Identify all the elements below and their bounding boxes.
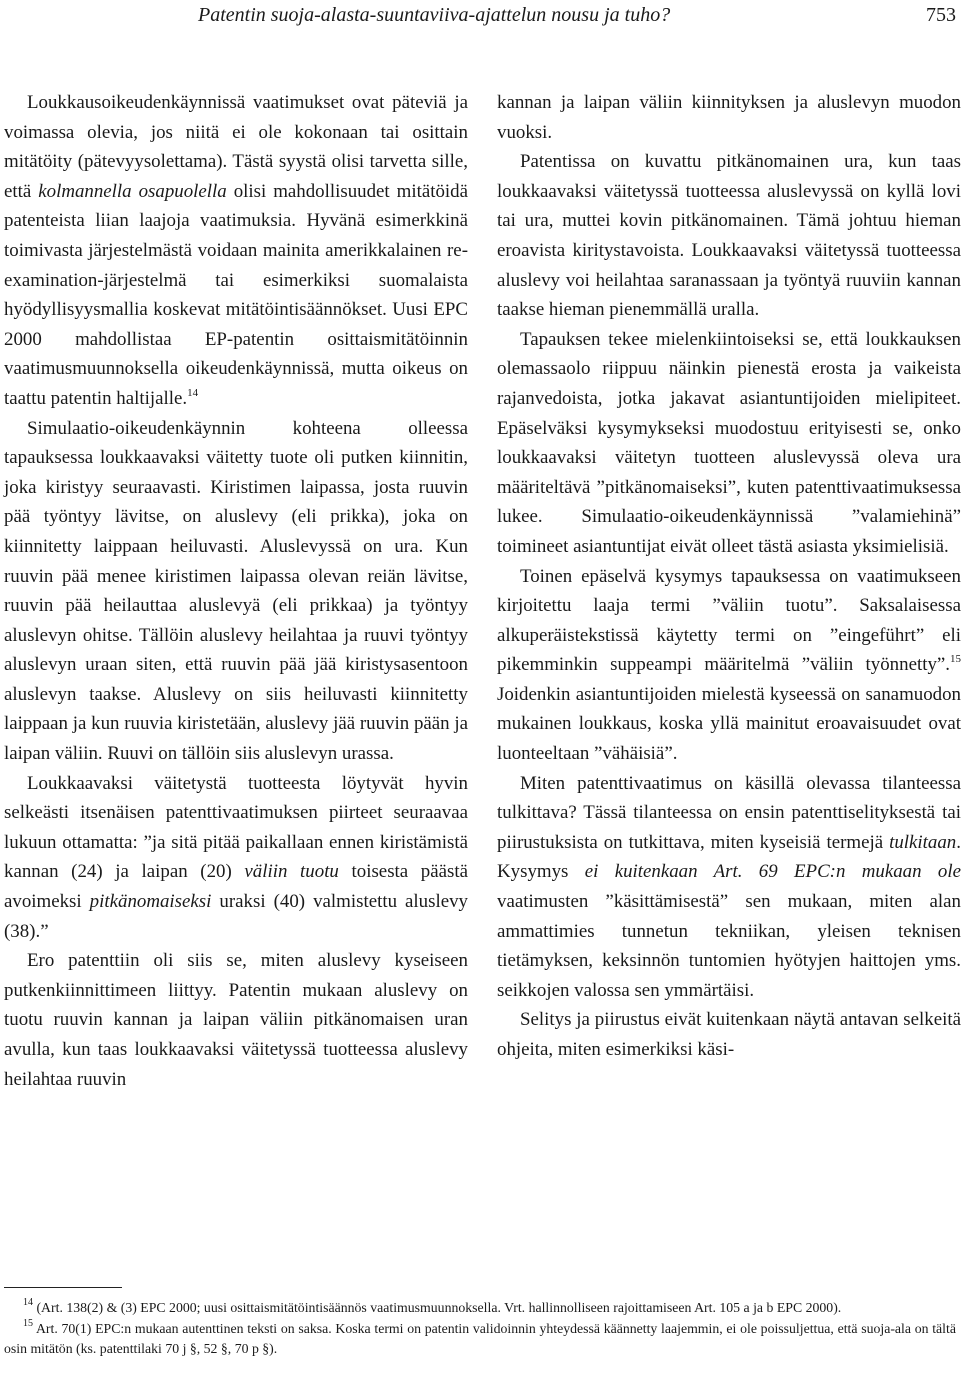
footnote-ref[interactable]: 14	[187, 386, 199, 399]
left-column	[4, 88, 468, 1094]
paragraph: Loukkaavaksi väitetystä tuotteesta löytyvät hyvin selkeästi itsenäisen patenttivaatimuksen piirteet seuraavaa lukuun ottamatta: ”ja sitä pitää paikallaan ennen kiristämistä kannan (24) ja laipan (20) väliin tuotu toisesta päästä avoimeksi pitkänomaiseksi uraksi (40) valmistettu aluslevy (38).”	[4, 772, 468, 942]
paragraph: Selitys ja piirustus eivät kuitenkaan näytä antavan selkeitä ohjeita, miten esimerkiksi käsi-	[497, 1009, 961, 1060]
footnote-number: 15	[23, 1317, 33, 1329]
paragraph: Patentissa on kuvattu pitkänomainen ura, kun taas loukkaavaksi väitetyssä tuotteessa aluslevyssä on kyllä lovi tai ura, muttei kovin pitkänomainen. Tämä johtuu hieman eroavista kiritystavoista. Loukkaavaksi väitetyssä tuotteessa aluslevy voi heilahtaa saranassaan ja työntyä ruuviin kannan taakse hieman pienemmällä uralla.	[497, 151, 961, 321]
footnote-ref[interactable]: 15	[950, 652, 961, 665]
footnote-number: 14	[23, 1297, 33, 1309]
running-header	[0, 3, 960, 31]
footnote: $^{15}$ Art. 70(1) EPC:n mukaan autenttinen teksti on saksa. Koska termi on patentin validoinnin yhteydessä käännetty laajemmin, ei ole poissuljettua, että suoja-ala on tältä osin mitätön (ks. patenttilaki 70 j §, 52 §, 70 p §).	[4, 1317, 956, 1356]
footnote: $^{14}$ (Art. 138(2) & (3) EPC 2000; uusi osittaismitätöintisäännös vaatimusmuunnoksella. Vrt. hallinnolliseen rajoittamiseen Art. 105 a ja b EPC 2000).	[23, 1297, 842, 1315]
running-title: Patentin suoja-alasta-suuntaviiva-ajattelun nousu ja tuho?	[198, 4, 671, 26]
paragraph: Loukkausoikeudenkäynnissä vaatimukset ovat päteviä ja voimassa olevia, jos niitä ei ole kokonaan tai osittain mitätöity (pätevyysolettama). Tästä syystä olisi tarvetta sille, että kolmannella osapuolella olisi mahdollisuudet mitätöidä patenteista liian laajoja vaatimuksia. Hyvänä esimerkkinä toimivasta järjestelmästä voidaan mainita amerikkalainen re-examination-järjestelmä tai esimerkiksi suomalaista hyödyllisyysmallia koskevat mitätöintisäännökset. Uusi EPC 2000 mahdollistaa EP-patentin osittaismitätöinnin vaatimusmuunnoksella oikeudenkäynnissä, mutta oikeus on taattu patentin haltijalle.$^{14}$	[4, 92, 468, 409]
paragraph: Ero patenttiin oli siis se, miten aluslevy kyseiseen putkenkiinnittimeen liittyy. Patentin mukaan aluslevy on tuotu ruuvin kannan ja laipan väliin pitkänomaisen uran avulla, kun taas loukkaavaksi väitetyssä tuotteessa aluslevy heilahtaa ruuvin	[4, 950, 468, 1090]
paragraph: kannan ja laipan väliin kiinnityksen ja aluslevyn muodon vuoksi.	[497, 92, 961, 143]
paragraph: Tapauksen tekee mielenkiintoiseksi se, että loukkauksen olemassaolo riippuu näinkin pienestä erosta ja vaikeista rajanvedoista, jotka jakavat asiantuntijoiden mielipiteet. Epäselväksi kysymykseksi muodostuu erityisesti se, onko loukkaavaksi väitetyn tuotteen aluslevyssä oleva ura määriteltävä ”pitkänomaiseksi”, kuten patenttivaatimuksessa lukee. Simulaatio-oikeudenkäynnissä ”valamiehinä” toimineet asiantuntijat eivät olleet tästä asiasta yksimielisiä.	[497, 328, 961, 557]
paragraph: Toinen epäselvä kysymys tapauksessa on vaatimukseen kirjoitettu laaja termi ”väliin tuotu”. Saksalaisessa alkuperäistekstissä käytetty termi on ”eingeführt” eli pikemminkin suppeampi määritelmä ”väliin työnnetty”.$^{15}$ Joidenkin asiantuntijoiden mielestä kyseessä on sanamuodon mukainen loukkaus, koska yllä mainitut eroavaisuudet ovat luonteeltaan ”vähäisiä”.	[497, 565, 961, 765]
footnote-divider	[4, 1287, 122, 1288]
paragraph: Simulaatio-oikeudenkäynnin kohteena olleessa tapauksessa loukkaavaksi väitetty tuote oli putken kiinnitin, joka kiristyy seuraavasti. Kiristimen laipassa, josta ruuvin pää työntyy lävitse, on aluslevy (eli prikka), joka on kiinnitetty laippaan heiluvasti. Aluslevyssä on ura. Kun ruuvin pää menee kiristimen laipassa olevan reiän lävitse, ruuvin pää heilauttaa aluslevyä (eli prikkaa) ja työntyy aluslevyn ohitse. Tällöin aluslevy heilahtaa ja ruuvi työntyy aluslevyn uraan siten, että ruuvin pää jää kiristysasentoon aluslevyn taakse. Aluslevy on siis heiluvasti kiinnitetty laippaan ja kun ruuvia kiristetään, aluslevy jää ruuvin pään ja laipan väliin. Ruuvi on tällöin siis aluslevyn urassa.	[4, 417, 468, 765]
right-column	[497, 88, 961, 1065]
paragraph: Miten patenttivaatimus on käsillä olevassa tilanteessa tulkittava? Tässä tilanteessa on ensin patenttiselityksestä tai piirustuksista on tutkittava, miten kyseisiä termejä tulkitaan. Kysymys ei kuitenkaan Art. 69 EPC:n mukaan ole vaatimusten ”käsittämisestä” sen mukaan, miten alan ammattimies tunnetun tekniikan, yleisen teknisen tietämyksen, keksinnön tuntomien hyötyjen haittojen yms. seikkojen valossa sen ymmärtäisi.	[497, 772, 961, 1001]
page-number: 753	[926, 4, 956, 26]
footnotes	[4, 1298, 956, 1360]
